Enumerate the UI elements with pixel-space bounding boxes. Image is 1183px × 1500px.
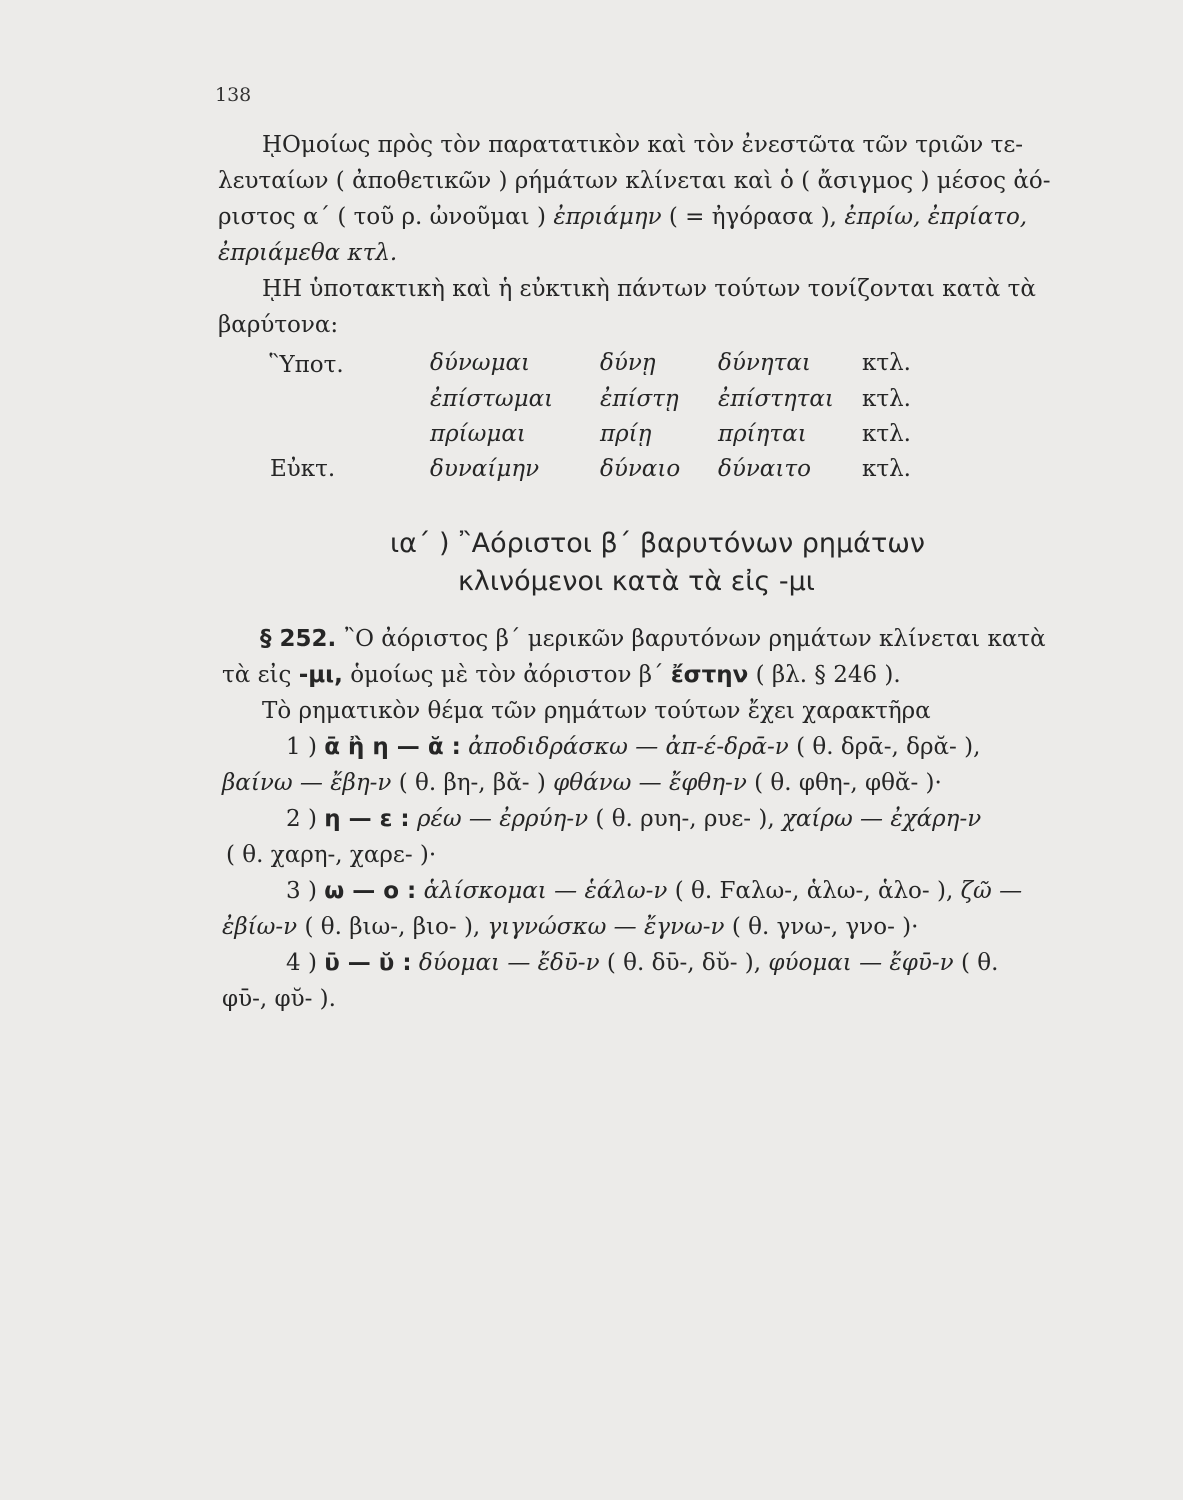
item-number: 4 ) xyxy=(286,950,317,976)
table-cell: δύνηται xyxy=(718,350,811,376)
item-text: ( θ. βη-, βᾰ- ) xyxy=(398,770,546,796)
paragraph-1-line-3 xyxy=(218,206,1027,229)
item-text: ( θ. δρᾱ-, δρᾰ- ), xyxy=(796,734,981,760)
item-text: ( θ. δῡ-, δῠ- ), xyxy=(606,950,762,976)
text-fragment: τὰ εἰς xyxy=(222,662,292,688)
table-cell: δύνωμαι xyxy=(430,350,531,376)
item-text: ( θ. xyxy=(960,950,999,976)
item-text: φθάνω — ἔφθη-ν xyxy=(553,770,747,796)
item-text: δύομαι — ἔδῡ-ν xyxy=(418,950,600,976)
item-number: 1 ) xyxy=(286,734,317,760)
page-number: 138 xyxy=(215,84,252,106)
item-key: ᾱ ἢ η — ᾰ : xyxy=(324,734,461,760)
item-4-line-1 xyxy=(286,952,998,975)
paragraph-2-line-1: ῌΗ ὑποτακτικὴ καὶ ἡ εὐκτικὴ πάντων τούτων τονίζονται κατὰ τὰ xyxy=(262,276,1036,302)
item-text: ( θ. γνω-, γνο- )· xyxy=(731,914,919,940)
item-text: ( θ. φθη-, φθᾰ- )· xyxy=(754,770,942,796)
table-cell: ἐπίστωμαι xyxy=(430,386,554,412)
text-fragment: ὁμοίως μὲ τὸν ἀόριστον β΄ xyxy=(350,662,664,688)
verb-epriato: ἐπρίατο, xyxy=(927,204,1028,230)
item-1-line-1 xyxy=(286,736,980,759)
item-text: ἀποδιδράσκω — ἀπ-έ-δρᾱ-ν xyxy=(468,734,789,760)
item-number: 2 ) xyxy=(286,806,317,832)
item-text: ( θ. βιω-, βιο- ), xyxy=(304,914,481,940)
item-text: χαίρω — ἐχάρη-ν xyxy=(781,806,982,832)
paragraph-1-line-3-text: ριστος α΄ ( τοῦ ρ. ὠνοῦμαι ) xyxy=(218,204,546,230)
table-cell: κτλ. xyxy=(862,421,911,447)
verb-eprio: ἐπρίω, xyxy=(844,204,921,230)
table-cell: πρίῃ xyxy=(600,421,652,447)
paragraph-2-line-2: βαρύτονα: xyxy=(218,312,339,338)
item-key: ῡ — ῠ : xyxy=(324,950,412,976)
item-2-line-1 xyxy=(286,808,981,831)
table-cell: πρίωμαι xyxy=(430,421,526,447)
gloss-egorasa: ( = ἠγόρασα ), xyxy=(668,204,837,230)
section-252-line-3: Τὸ ρηματικὸν θέμα τῶν ρημάτων τούτων ἔχει χαρακτῆρα xyxy=(262,698,931,724)
table-cell: δύνῃ xyxy=(600,350,656,376)
section-252-text-1: ῍Ο ἀόριστος β΄ μερικῶν βαρυτόνων ρημάτων κλίνεται κατὰ xyxy=(343,626,1046,652)
item-text: ἁλίσκομαι — ἑάλω-ν xyxy=(423,878,668,904)
table-cell: κτλ. xyxy=(862,386,911,412)
item-key: ω — ο : xyxy=(324,878,417,904)
item-key: η — ε : xyxy=(324,806,410,832)
item-text: ( θ. Ϝαλω-, ἁλω-, ἁλο- ), xyxy=(674,878,954,904)
item-text: γιγνώσκω — ἔγνω-ν xyxy=(487,914,725,940)
table-cell: ἐπίστῃ xyxy=(600,386,679,412)
table-cell: δυναίμην xyxy=(430,456,540,482)
paragraph-1-line-4: ἐπριάμεθα κτλ. xyxy=(218,240,398,266)
item-2-line-2: ( θ. χαρη-, χαρε- )· xyxy=(226,842,437,868)
item-1-line-2 xyxy=(222,772,942,795)
verb-epriamen: ἐπριάμην xyxy=(553,204,662,230)
item-text: ρέω — ἐρρύη-ν xyxy=(416,806,589,832)
table-cell: δύναιο xyxy=(600,456,681,482)
item-text: φύομαι — ἔφῡ-ν xyxy=(768,950,954,976)
section-252-line-1 xyxy=(260,628,1046,651)
item-3-line-2 xyxy=(222,916,918,939)
section-heading-line-1: ια΄ ) ῍Αόριστοι β΄ βαρυτόνων ρημάτων xyxy=(390,528,925,559)
label-subjunctive: ῝Υποτ. xyxy=(268,352,344,378)
item-text: βαίνω — ἔβη-ν xyxy=(222,770,392,796)
table-cell: ἐπίστηται xyxy=(718,386,834,412)
table-cell: πρίηται xyxy=(718,421,807,447)
item-text: ζῶ — xyxy=(960,878,1023,904)
table-cell: δύναιτο xyxy=(718,456,811,482)
label-optative: Εὐκτ. xyxy=(270,456,336,482)
section-252-line-2 xyxy=(222,664,901,687)
section-heading-line-2: κλινόμενοι κατὰ τὰ εἰς -μι xyxy=(458,566,815,597)
item-text: ( θ. ρυη-, ρυε- ), xyxy=(595,806,775,832)
text-fragment: ( βλ. § 246 ). xyxy=(755,662,901,688)
item-3-line-1 xyxy=(286,880,1022,903)
item-4-line-2: φῡ-, φῠ- ). xyxy=(222,986,336,1012)
item-text: ἐβίω-ν xyxy=(222,914,298,940)
table-cell: κτλ. xyxy=(862,350,911,376)
paragraph-1-line-2: λευταίων ( ἀποθετικῶν ) ρήμάτων κλίνεται καὶ ὁ ( ἄσιγμος ) μέσος ἀό- xyxy=(218,168,1051,194)
paragraph-1-line-1: ῌΟμοίως πρὸς τὸν παρατατικὸν καὶ τὸν ἐνεστῶτα τῶν τριῶν τε- xyxy=(262,132,1024,158)
item-number: 3 ) xyxy=(286,878,317,904)
section-number: § 252. xyxy=(260,626,337,652)
bold-esten: ἔστην xyxy=(670,662,749,688)
table-cell: κτλ. xyxy=(862,456,911,482)
bold-mi: -μι, xyxy=(298,662,343,688)
